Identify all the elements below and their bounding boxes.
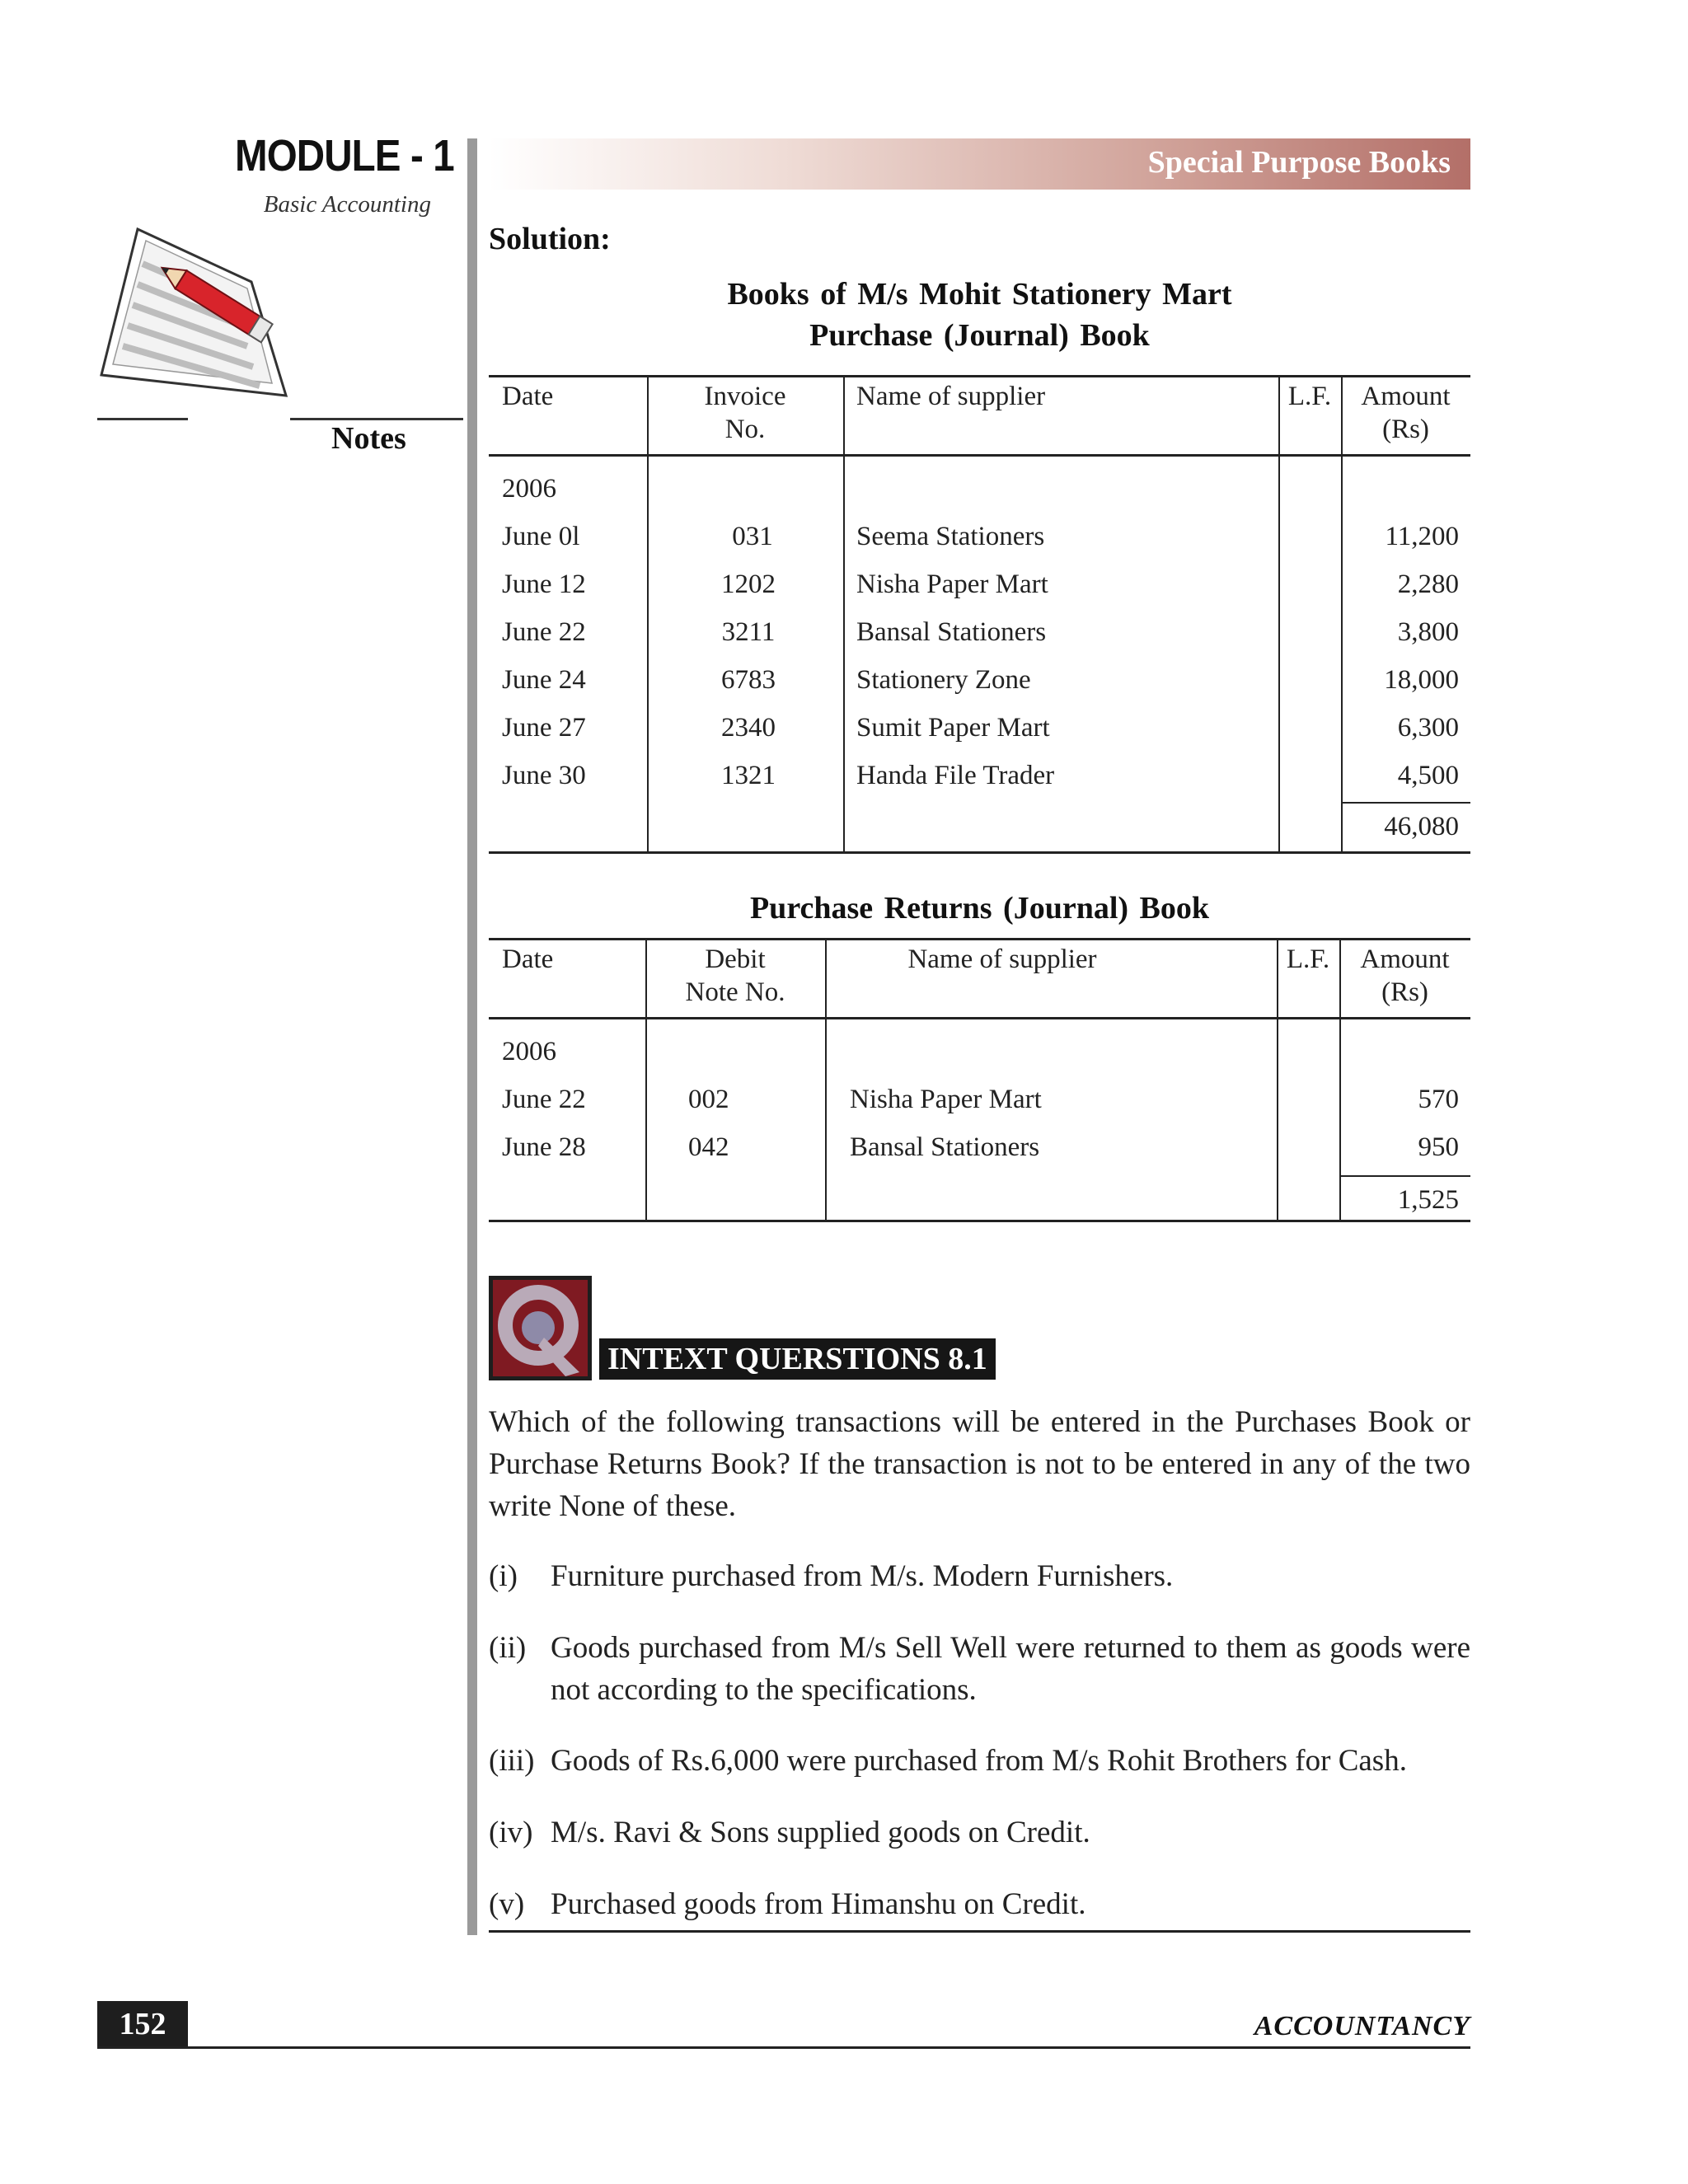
row-invoice: 3211 (721, 617, 776, 647)
year-label: 2006 (502, 1037, 556, 1066)
question-q-icon (489, 1276, 592, 1380)
row-amount: 6,300 (1397, 713, 1459, 743)
notes-label: Notes (331, 421, 406, 456)
module-subtitle: Basic Accounting (263, 191, 431, 218)
row-amount: 950 (1418, 1132, 1459, 1162)
question-number: (iv) (489, 1816, 533, 1849)
header-invoice: Invoice (704, 382, 786, 411)
row-date: June 12 (502, 569, 586, 599)
header-date: Date (502, 382, 554, 411)
header-debit: Debit (705, 944, 766, 974)
total-rule (1341, 802, 1470, 804)
row-date: June 28 (502, 1132, 586, 1162)
row-date: June 30 (502, 761, 586, 790)
header-date: Date (502, 944, 554, 974)
row-invoice: 6783 (721, 665, 776, 695)
intext-questions-banner: INTEXT QUERSTIONS 8.1 (599, 1338, 996, 1380)
row-supplier: Bansal Stationers (850, 1132, 1040, 1162)
row-note-no: 002 (688, 1085, 729, 1114)
header-amount-unit: (Rs) (1381, 977, 1428, 1007)
footer-rule (97, 2046, 1470, 2049)
header-lf: L.F. (1286, 944, 1330, 974)
purchase-book-table (489, 375, 1470, 855)
header-amount-unit: (Rs) (1382, 415, 1429, 444)
column-divider (647, 375, 649, 853)
question-text: Purchased goods from Himanshu on Credit. (551, 1887, 1086, 1921)
column-divider (1277, 938, 1278, 1221)
section-title: Special Purpose Books (1147, 145, 1451, 180)
row-note-no: 042 (688, 1132, 729, 1162)
question-number: (i) (489, 1559, 518, 1593)
header-amount: Amount (1361, 382, 1451, 411)
row-invoice: 1321 (721, 761, 776, 790)
purchase-book-title: Purchase (Journal) Book (809, 318, 1150, 353)
section-header-band (489, 138, 1470, 190)
books-title: Books of M/s Mohit Stationery Mart (727, 277, 1232, 312)
question-text: Goods purchased from M/s Sell Well were returned to them as goods were not according to the specifications. (551, 1631, 1470, 1707)
content-bottom-rule (489, 1930, 1470, 1933)
header-supplier: Name of supplier (907, 944, 1097, 974)
row-amount: 3,800 (1397, 617, 1459, 647)
purchase-returns-table (489, 938, 1470, 1223)
row-amount: 2,280 (1397, 569, 1459, 599)
margin-divider-bar (467, 138, 477, 1935)
row-supplier: Nisha Paper Mart (856, 569, 1048, 599)
row-supplier: Handa File Trader (856, 761, 1055, 790)
header-debit-note-no: Note No. (685, 977, 785, 1007)
table-header-rule (489, 1017, 1470, 1019)
header-supplier: Name of supplier (856, 382, 1046, 411)
row-date: June 22 (502, 617, 586, 647)
row-supplier: Seema Stationers (856, 522, 1045, 551)
year-label: 2006 (502, 474, 556, 504)
row-date: June 24 (502, 665, 586, 695)
table-header-rule (489, 454, 1470, 457)
column-divider (1278, 375, 1280, 853)
question-icon-background (493, 1280, 588, 1376)
row-amount: 570 (1418, 1085, 1459, 1114)
row-date: June 22 (502, 1085, 586, 1114)
row-invoice: 031 (732, 522, 773, 551)
question-text: M/s. Ravi & Sons supplied goods on Credit. (551, 1816, 1090, 1849)
header-amount: Amount (1360, 944, 1450, 974)
row-date: June 27 (502, 713, 586, 743)
purchase-returns-book-title: Purchase Returns (Journal) Book (749, 891, 1210, 926)
column-divider (843, 375, 845, 853)
table-top-rule (489, 375, 1470, 377)
row-invoice: 1202 (721, 569, 776, 599)
column-divider (825, 938, 827, 1221)
total-amount: 1,525 (1397, 1185, 1459, 1215)
row-amount: 18,000 (1384, 665, 1459, 695)
row-amount: 11,200 (1385, 522, 1459, 551)
row-supplier: Nisha Paper Mart (850, 1085, 1042, 1114)
row-supplier: Bansal Stationers (856, 617, 1047, 647)
notes-divider-left (97, 418, 188, 420)
question-number: (ii) (489, 1631, 527, 1665)
total-rule (1339, 1175, 1470, 1177)
header-lf: L.F. (1287, 382, 1332, 411)
footer-book-title: ACCOUNTANCY (1254, 2011, 1470, 2041)
module-title: MODULE - 1 (235, 131, 454, 180)
question-text: Furniture purchased from M/s. Modern Furnishers. (551, 1559, 1174, 1593)
question-text: Goods of Rs.6,000 were purchased from M/s Rohit Brothers for Cash. (551, 1744, 1407, 1778)
question-number: (iii) (489, 1744, 535, 1778)
solution-label: Solution: (489, 222, 611, 256)
row-supplier: Sumit Paper Mart (856, 713, 1050, 743)
row-date: June 0l (502, 522, 580, 551)
question-number: (v) (489, 1887, 525, 1921)
table-bottom-rule (489, 1220, 1470, 1222)
table-bottom-rule (489, 851, 1470, 854)
table-top-rule (489, 938, 1470, 940)
total-amount: 46,080 (1384, 812, 1459, 841)
row-amount: 4,500 (1397, 761, 1459, 790)
page-number: 152 (97, 2001, 188, 2048)
intext-intro-paragraph: Which of the following transactions will be entered in the Purchases Book or Purchase Returns Book? If the transaction is not to be entered in any of the two write None of these. (489, 1405, 1470, 1523)
row-supplier: Stationery Zone (856, 665, 1031, 695)
row-invoice: 2340 (721, 713, 776, 743)
header-invoice-no: No. (724, 415, 766, 444)
q-letter-icon (493, 1280, 588, 1376)
